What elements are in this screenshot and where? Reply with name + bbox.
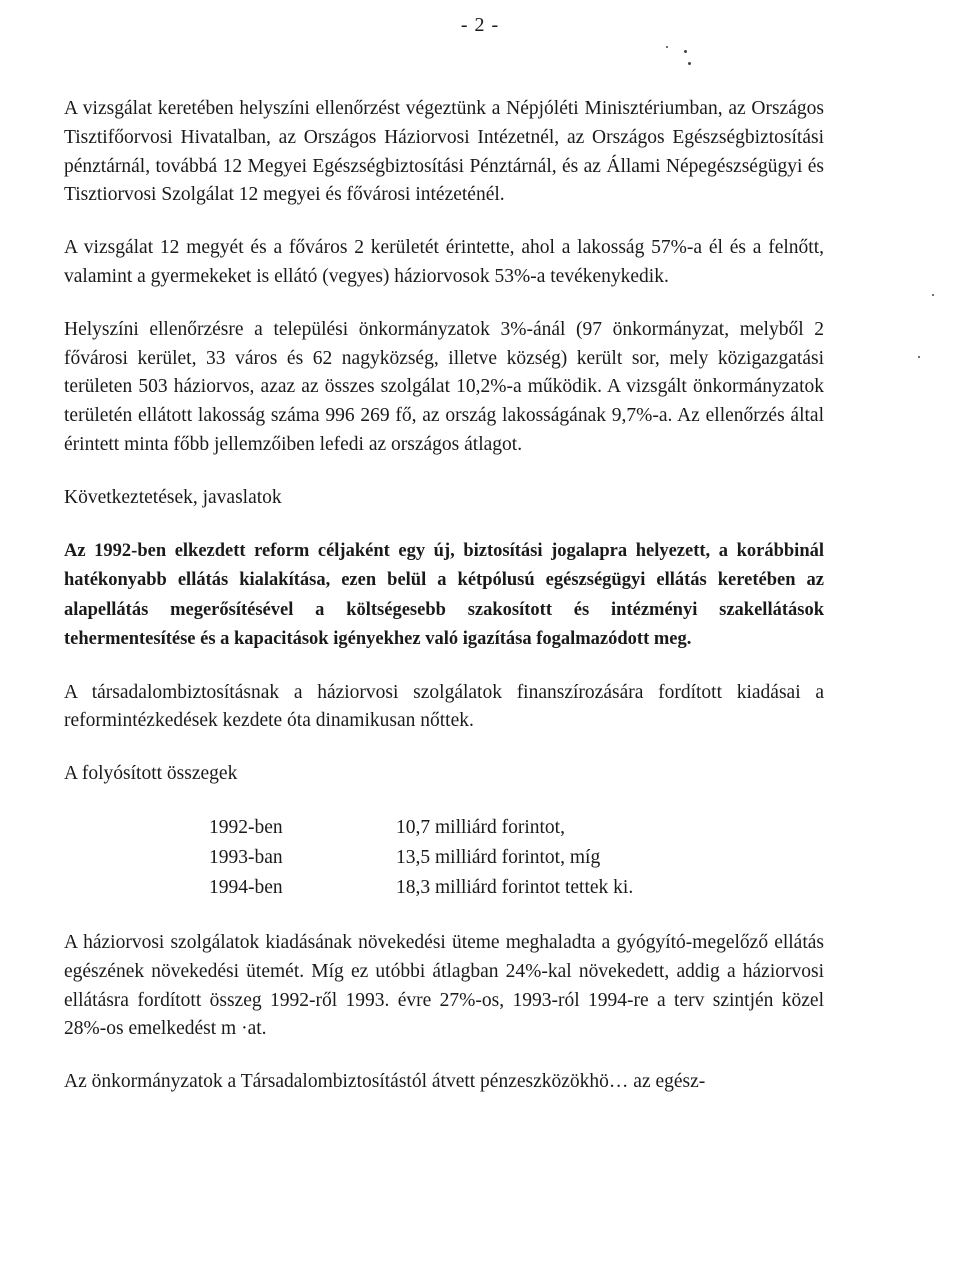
scan-speck (918, 356, 920, 358)
section-heading: Következtetések, javaslatok (64, 486, 282, 508)
page-number: - 2 - (460, 14, 500, 36)
paragraph-coverage: A vizsgálat 12 megyét és a főváros 2 kerületét érintette, ahol a lakosság 57%-a él és a felnőtt, valamint a gyermekeket is ellátó (vegyes) háziorvosok 53%-a tevékenykedik. (64, 237, 824, 287)
amounts-row (64, 843, 633, 873)
scan-speck (666, 46, 668, 48)
paragraph-inspection-scope: A vizsgálat keretében helyszíni ellenőrzést végeztünk a Népjóléti Minisztériumban, az Országos Tisztifőorvosi Hivatalban, az Országos Háziorvosi Intézetnél, az Országos Egészségbiztosítási pénztárnál, továbbá 12 Megyei Egészségbiztosítási Pénztárnál, és az Állami Népegészségügyi és Tisztiorvosi Szolgálat 12 megyei és fővárosi intézeténél. (64, 98, 824, 206)
amounts-row (64, 873, 633, 903)
scan-speck (688, 62, 691, 65)
paragraph-growth-rate: A háziorvosi szolgálatok kiadásának növekedési üteme meghaladta a gyógyító-megelőző ellátás egészének növekedési ütemét. Míg ez utóbbi átlagban 24%-kal növekedett, addig a háziorvosi ellátásra fordított összeg 1992-ről 1993. évre 27%-os, 1993-ról 1994-re a terv szintjén közel 28%-os emelkedést m ·at. (64, 931, 824, 1040)
amounts-table (64, 813, 633, 903)
amount-year: 1993-ban (209, 846, 283, 868)
amount-value: 13,5 milliárd forintot, míg (396, 846, 601, 868)
scan-speck (684, 50, 687, 53)
amount-value: 10,7 milliárd forintot, (396, 816, 565, 838)
paragraph-reform-goal: Az 1992-ben elkezdett reform céljaként egy új, biztosítási jogalapra helyezett, a korábbinál hatékonyabb ellátás kialakítása, ezen belül a kétpólusú egészségügyi ellátás keretében az alapellátás megerősítésével a költségesebb szakosított és intézményi szakellátások tehermentesítése és a kapacitások igényekhez való igazítása fogalmazódott meg. (64, 540, 824, 650)
document-body (64, 95, 824, 1121)
amount-value: 18,3 milliárd forintot tettek ki. (396, 876, 634, 898)
paragraph-expenditure-growth: A társadalombiztosításnak a háziorvosi szolgálatok finanszírozására fordított kiadásai a reformintézkedések kezdete óta dinamikusan nőttek. (64, 681, 824, 732)
paragraph-onsite-checks: Helyszíni ellenőrzésre a települési önkormányzatok 3%-ánál (97 önkormányzat, melyből 2 fővárosi kerület, 33 város és 62 nagyközség, illetve község) került sor, mely közigazgatási területen 503 háziorvos, azaz az összes szolgálat 10,2%-a működik. A vizsgált önkormányzatok területén ellátott lakosság száma 996 269 fő, az ország lakosságának 9,7%-a. Az ellenőrzés által érintett minta főbb jellemzőiben lefedi az országos átlagot. (64, 318, 824, 455)
amount-year: 1992-ben (209, 816, 283, 838)
amounts-row (64, 813, 633, 843)
scan-speck (932, 294, 934, 296)
amounts-title: A folyósított összegek (64, 763, 238, 785)
paragraph-municipalities: Az önkormányzatok a Társadalombiztosítástól átvett pénzeszközökhö… az egész- (64, 1071, 706, 1093)
amount-year: 1994-ben (209, 876, 283, 898)
